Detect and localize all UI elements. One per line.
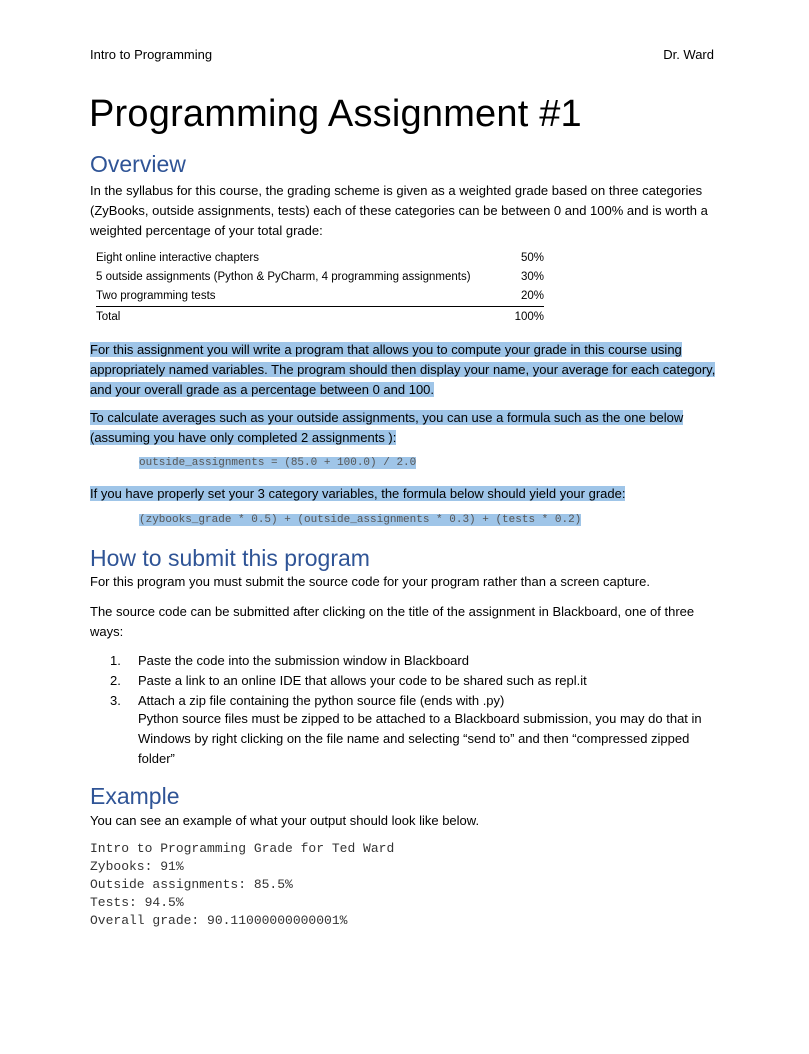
submit-paragraph-1: For this program you must submit the source code for your program rather than a screen capture. bbox=[90, 574, 650, 589]
table-row bbox=[96, 249, 544, 268]
example-intro: You can see an example of what your output should look like below. bbox=[90, 813, 480, 828]
header-course: Intro to Programming bbox=[90, 47, 213, 62]
category-label: 5 outside assignments (Python & PyCharm, 4 programming assignments) bbox=[96, 271, 471, 283]
list-item: 2. Paste a link to an online IDE that allows your code to be shared such as repl.it bbox=[110, 673, 587, 688]
step-3-note: Python source files must be zipped to be attached to a Blackboard submission, you may do that in Windows by right clicking on the file name and selecting “send to” and then “compressed zipped folder” bbox=[138, 711, 702, 766]
submission-steps-list bbox=[110, 651, 720, 711]
total-value: 100% bbox=[514, 311, 544, 323]
average-paragraph bbox=[90, 408, 718, 448]
code-average-formula: outside_assignments = (85.0 + 100.0) / 2.0 bbox=[139, 457, 417, 469]
submit-heading: How to submit this program bbox=[90, 545, 370, 571]
table-total-row bbox=[96, 308, 544, 327]
list-item: 1. Paste the code into the submission window in Blackboard bbox=[110, 653, 469, 668]
highlighted-text: For this assignment you will write a program that allows you to compute your grade in this course using appropriately named variables. The program should then display your name, your average for each category, and your overall grade as a percentage between 0 and 100. bbox=[90, 342, 716, 397]
grade-weight-table bbox=[96, 249, 544, 327]
total-label: Total bbox=[96, 311, 121, 323]
highlighted-text: If you have properly set your 3 category variables, the formula below should yield your grade: bbox=[90, 486, 626, 501]
highlighted-text: To calculate averages such as your outside assignments, you can use a formula such as the one below (assuming you have only completed 2 assignments ): bbox=[90, 410, 684, 445]
category-label: Eight online interactive chapters bbox=[96, 252, 260, 264]
category-weight: 50% bbox=[520, 252, 544, 264]
task-paragraph bbox=[90, 340, 718, 400]
example-heading: Example bbox=[90, 783, 180, 809]
output-line: Outside assignments: 85.5% bbox=[90, 877, 293, 892]
page-title: Programming Assignment #1 bbox=[89, 93, 582, 135]
output-line: Overall grade: 90.11000000000001% bbox=[90, 913, 348, 928]
category-label: Two programming tests bbox=[96, 290, 216, 302]
table-row bbox=[96, 287, 544, 307]
header-instructor: Dr. Ward bbox=[663, 47, 714, 62]
output-line: Zybooks: 91% bbox=[90, 859, 184, 874]
output-line: Intro to Programming Grade for Ted Ward bbox=[90, 841, 395, 856]
overview-heading: Overview bbox=[90, 151, 186, 177]
overview-intro: In the syllabus for this course, the grading scheme is given as a weighted grade based on three categories (ZyBooks, outside assignments, tests) each of these categories can be between 0 and 100% and is worth a weighted percentage of your total grade: bbox=[90, 183, 708, 238]
formula-paragraph bbox=[90, 484, 718, 504]
example-output bbox=[90, 840, 394, 930]
category-weight: 20% bbox=[520, 290, 544, 302]
list-item: 3. Attach a zip file containing the python source file (ends with .py) bbox=[110, 693, 505, 708]
code-grade-formula: (zybooks_grade * 0.5) + (outside_assignments * 0.3) + (tests * 0.2) bbox=[139, 514, 582, 526]
output-line: Tests: 94.5% bbox=[90, 895, 184, 910]
submit-paragraph-2: The source code can be submitted after clicking on the title of the assignment in Blackboard, one of three ways: bbox=[90, 604, 695, 639]
table-row bbox=[96, 268, 544, 287]
category-weight: 30% bbox=[520, 271, 544, 283]
